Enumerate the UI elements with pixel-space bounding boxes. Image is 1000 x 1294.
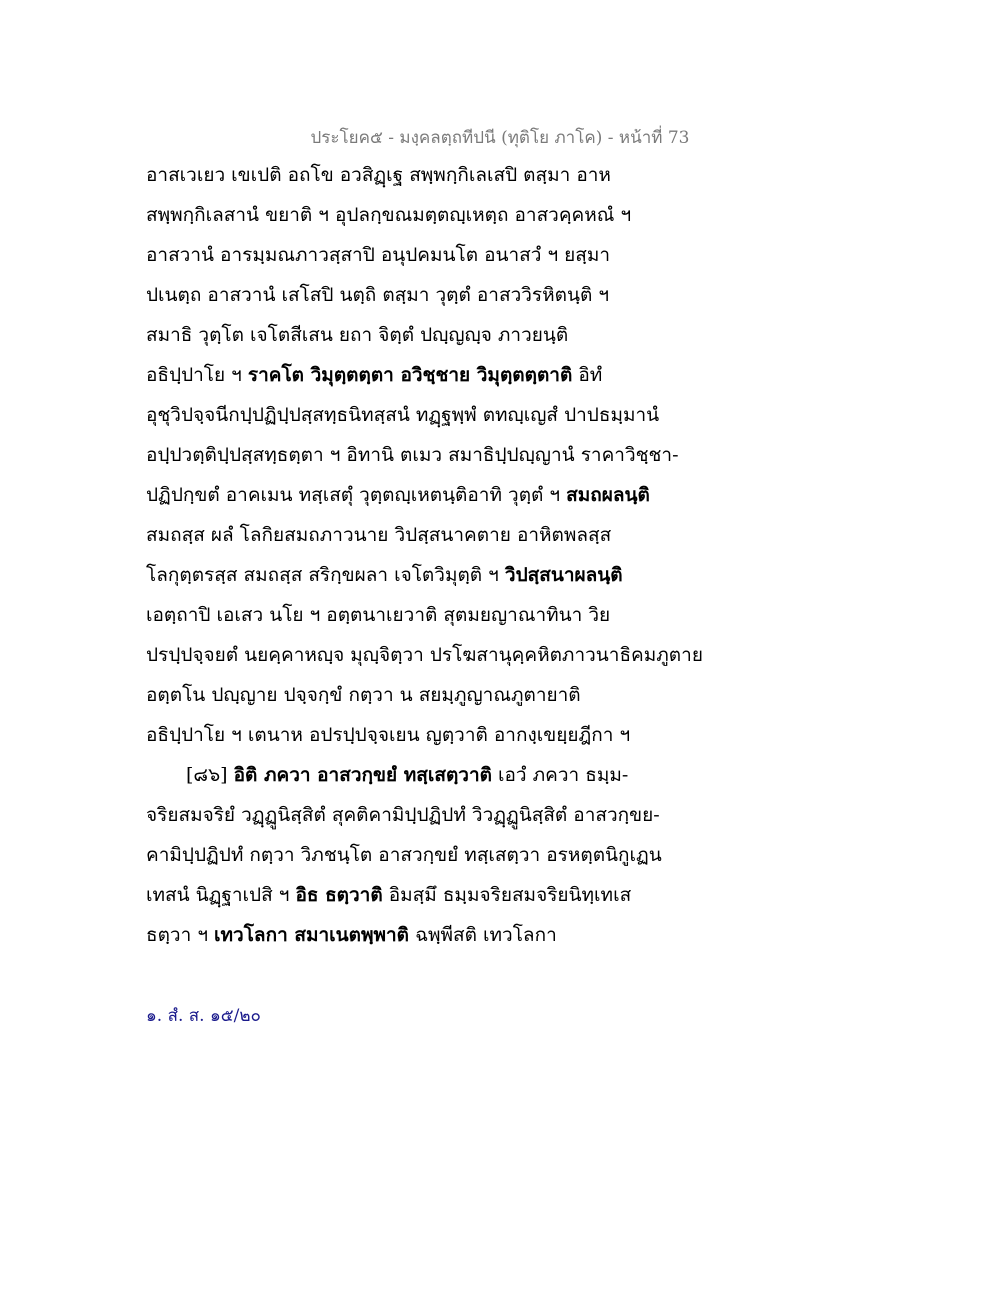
page-header: ประโยค๕ - มงฺคลตฺถทีปนี (ทุติโย ภาโค) - หน้าที่ 73 [310, 128, 690, 148]
text-run: จริยสมจริยํ วฏฺฏูนิสฺสิตํ สุคติคามิปฺปฏิปทํ วิวฏฺฏูนิสฺสิตํ อาสวกฺขย- [146, 804, 660, 826]
text-line [146, 555, 866, 595]
text-line [146, 755, 866, 795]
text-run: อุชุวิปจฺจนีกปฺปฏิปฺปสฺสทฺธนิทสฺสนํ ทฏฺฐพฺพํ ตทญฺเญสํ ปาปธมฺมานํ [146, 404, 660, 426]
text-line [146, 915, 866, 955]
text-run: อาสเวเยว เขเปติ อถโข อวสิฏฺเฐ สพฺพกฺกิเลเสปิ ตสฺมา อาห [146, 164, 611, 186]
text-line [146, 515, 866, 555]
text-line [146, 835, 866, 875]
text-line [146, 435, 866, 475]
text-line [146, 795, 866, 835]
text-line [146, 235, 866, 275]
bold-term: อิธ ธตฺวาติ [295, 884, 383, 906]
text-line [146, 195, 866, 235]
bold-term: ราคโต วิมุตฺตตฺตา อวิชฺชาย วิมุตฺตตฺตาติ [247, 364, 573, 386]
text-run: เอตฺถาปิ เอเสว นโย ฯ อตฺตนาเยวาติ สุตมยญาณาทินา วิย [146, 604, 611, 626]
text-run: สพฺพกฺกิเลสานํ ขยาติ ฯ อุปลกฺขณมตฺตญฺเหตฺถ อาสวคฺคหณํ ฯ [146, 204, 632, 226]
text-line [146, 395, 866, 435]
text-line [146, 715, 866, 755]
text-line [146, 355, 866, 395]
text-line [146, 635, 866, 675]
text-run: อธิปฺปาโย ฯ [146, 364, 248, 386]
text-run: ฉพฺพีสติ เทวโลกา [409, 924, 557, 946]
bold-term: วิปสฺสนาผลนฺติ [504, 564, 623, 586]
text-run: โลกุตฺตรสฺส สมถสฺส สริกฺขผลา เจโตวิมุตฺติ ฯ [146, 564, 505, 586]
text-line [146, 275, 866, 315]
text-run: อาสวานํ อารมฺมณภาวสฺสาปิ อนุปคมนโต อนาสวํ ฯ ยสฺมา [146, 244, 611, 266]
bold-term: เทวโลกา สมาเนตพฺพาติ [214, 924, 410, 946]
bold-term: สมถผลนฺติ [566, 484, 650, 506]
text-run: ปเนตฺถ อาสวานํ เสโสปิ นตฺถิ ตสฺมา วุตฺตํ อาสววิรหิตนฺติ ฯ [146, 284, 610, 306]
text-run: เทสนํ นิฏฺฐาเปสิ ฯ [146, 884, 296, 906]
text-run: ปฏิปกฺขตํ อาคเมน ทสฺเสตุํ วุตฺตญฺเหตนฺติอาทิ วุตฺตํ ฯ [146, 484, 567, 506]
text-run: อธิปฺปาโย ฯ เตนาห อปรปฺปจฺจเยน ญตฺวาติ อากงฺเขยฺยฎีกา ฯ [146, 724, 631, 746]
text-run: คามิปฺปฏิปทํ กตฺวา วิภชนฺโต อาสวกฺขยํ ทสฺเสตฺวา อรหตฺตนิกูเฏน [146, 844, 662, 866]
text-line [146, 595, 866, 635]
text-run: สมาธิ วุตฺโต เจโตสีเสน ยถา จิตฺตํ ปญฺญญฺจ ภาวยนฺติ [146, 324, 569, 346]
text-run: ปรปฺปจฺจยตํ นยคฺคาหญฺจ มุญฺจิตฺวา ปรโฆสานุคฺคหิตภาวนาธิคมภูตาย [146, 644, 703, 666]
bold-term: อิติ ภควา อาสวกฺขยํ ทสฺเสตฺวาติ [233, 764, 492, 786]
text-run: [๘๖] [186, 764, 234, 786]
text-run: เอวํ ภควา ธมฺม- [491, 764, 629, 786]
text-line [146, 155, 866, 195]
text-line [146, 475, 866, 515]
text-run: สมถสฺส ผลํ โลกิยสมถภาวนาย วิปสฺสนาคตาย อาหิตพลสฺส [146, 524, 612, 546]
text-line [146, 315, 866, 355]
text-run: ธตฺวา ฯ [146, 924, 215, 946]
footnote: ๑. สํ. ส. ๑๕/๒๐ [146, 1006, 261, 1026]
text-run: อตฺตโน ปญฺญาย ปจฺจกฺขํ กตฺวา น สยมฺภูญาณภูตายาติ [146, 684, 581, 706]
text-run: อิทํ [572, 364, 603, 386]
text-line [146, 675, 866, 715]
text-line [146, 875, 866, 915]
body-text [146, 155, 866, 955]
text-run: อิมสฺมึ ธมฺมจริยสมจริยนิทฺเทเส [382, 884, 632, 906]
text-run: อปฺปวตฺติปฺปสฺสทฺธตฺตา ฯ อิทานิ ตเมว สมาธิปฺปญฺญานํ ราคาวิชฺชา- [146, 444, 679, 466]
